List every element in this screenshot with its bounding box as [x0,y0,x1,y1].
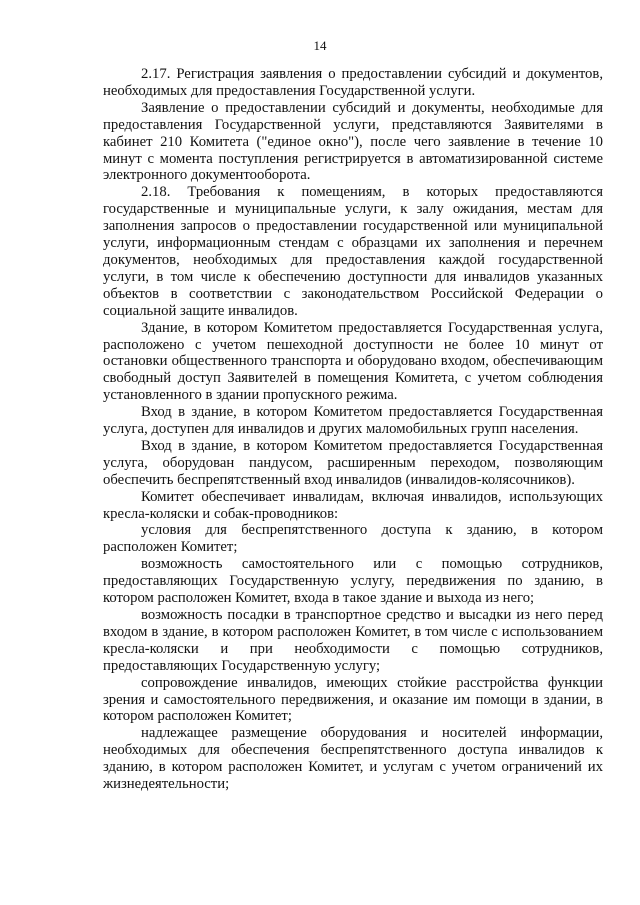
paragraph-entrance-accessible: Вход в здание, в котором Комитетом предоставляется Государственная услуга, доступен для инвалидов и других маломобильных групп населения. [103,404,603,438]
list-item-equipment: надлежащее размещение оборудования и носителей информации, необходимых для обеспечения беспрепятственного доступа инвалидов к зданию, в котором расположен Комитет, и услугам с учетом ограничений их жизнедеятельности; [103,725,603,793]
paragraph-entrance-ramp: Вход в здание, в котором Комитетом предоставляется Государственная услуга, оборудован пандусом, расширенным переходом, позволяющим обеспечить беспрепятственный вход инвалидов (инвалидов-колясочников). [103,437,603,488]
page-number: 14 [313,38,327,53]
list-item-transport: возможность посадки в транспортное средство и высадки из него перед входом в здание, в котором расположен Комитет, в том числе с использованием кресла-коляски и при необходимости с помощью сотрудников, предоставляющих Государственную услугу; [103,607,603,674]
list-item-access-conditions: условия для беспрепятственного доступа к зданию, в котором расположен Комитет; [103,522,603,556]
paragraph-application-submission: Заявление о предоставлении субсидий и документы, необходимые для предоставления Государственной услуги, представляются Заявителями в кабинет 210 Комитета ("единое окно"), после чего заявление в течение 10 минут с момента поступления регистрируется в автоматизированной системе электронного документооборота. [103,99,603,184]
paragraph-2-18: 2.18. Требования к помещениям, в которых предоставляются государственные и муниципальные услуги, к залу ожидания, местам для заполнения запросов о предоставлении государственной или муниципальной услуги, информационным стендам с образцами их заполнения и перечнем документов, необходимых для предоставления каждой государственной услуги, в том числе к обеспечению доступности для инвалидов указанных объектов в соответствии с законодательством Российской Федерации о социальной защите инвалидов. [103,184,603,319]
paragraph-2-17: 2.17. Регистрация заявления о предоставлении субсидий и документов, необходимых для предоставления Государственной услуги. [103,66,603,99]
paragraph-building-location: Здание, в котором Комитетом предоставляется Государственная услуга, расположено с учетом пешеходной доступности не более 10 минут от остановки общественного транспорта и оборудовано входом, обеспечивающим свободный доступ Заявителей в помещения Комитета, с учетом соблюдения установленного в здании пропускного режима. [103,319,603,404]
document-body [103,66,603,793]
list-item-escort: сопровождение инвалидов, имеющих стойкие расстройства функции зрения и самостоятельного передвижения, и оказание им помощи в здании, в котором расположен Комитет; [103,674,603,725]
list-item-movement: возможность самостоятельного или с помощью сотрудников, предоставляющих Государственную услугу, передвижения по зданию, в котором расположен Комитет, входа в такое здание и выхода из него; [103,556,603,607]
paragraph-committee-provides: Комитет обеспечивает инвалидам, включая инвалидов, использующих кресла-коляски и собак-проводников: [103,488,603,522]
